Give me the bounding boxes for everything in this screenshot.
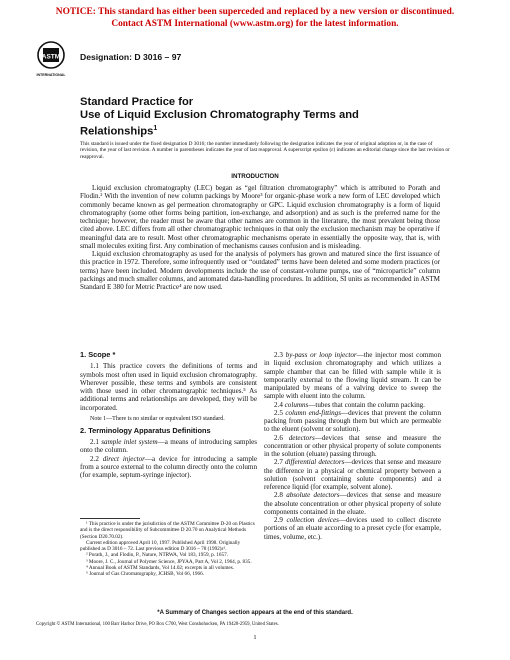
logo-wordmark: INTERNATIONAL: [36, 73, 66, 77]
summary-of-changes-note: *A Summary of Changes section appears at the end of this standard.: [157, 610, 353, 616]
intro-paragraph-1: Liquid exclusion chromatography (LEC) began as “gel filtration chromatography” which is attributed to Porath and Flodin.² With the invention of new column packings by Moore³ for organic-phase work a new form of LEC developed which commonly became known as gel permeation chromatography or GPC. Liquid exclusion chromatography is a form of liquid chromatography (some other forms being partition, ion-exchange, and adsorption) and as such is the preferred name for the technique; however, the reader must be aware that other names are common in the literature, the most prevalent being those cited above. LEC differs from all other chromatographic techniques in that only the exclusion mechanism may be operative if meaningful data are to result. Most other chromatographic mechanisms operate in essentially the opposite way, that is, with small molecules exiting first. Any combination of mechanisms causes confusion and is misleading.: [80, 184, 440, 250]
note-1: Note 1—There is no similar or equivalent ISO standard.: [90, 415, 225, 422]
intro-paragraph-2: Liquid exclusion chromatography as used for the analysis of polymers has grown and matured since the first issuance of this practice in 1972. Therefore, some infrequently used or “outdated” terms have been deleted and some modern practices (or terms) have been included. Modern developments include the use of constant-volume pumps, use of “microparticle” column packings and much smaller columns, and automated data-handling procedures. In addition, SI units as recommended in ASTM Standard E 380 for Metric Practice⁴ are now used.: [80, 250, 440, 291]
para-2-2: 2.2 direct injector—a device for introducing a sample from a source external to the column directly onto the column (for example, septum-syringe injector).: [80, 454, 257, 479]
para-2-8: 2.8 absolute detectors—devices that sense and measure the absolute concentration or other physical property of solute components contained in the eluate.: [264, 491, 441, 516]
left-column: [80, 351, 257, 479]
supersession-notice: [0, 6, 510, 30]
designation: Designation: D 3016 – 97: [80, 52, 182, 62]
term-differential-detectors: differential detectors: [284, 458, 345, 467]
scope-heading: 1. Scope *: [80, 350, 116, 359]
para-2-5: 2.5 column end-fittings—devices that prevent the column packing from passing through them but which are permeable to the eluent (solvent or solution).: [264, 408, 441, 434]
introduction-heading: INTRODUCTION: [231, 173, 279, 180]
footnote-1: ¹ This practice is under the jurisdiction of the ASTM Committee D-20 on Plastics and is the direct responsibility of Subcommittee D 20.70 on Analytical Methods (Section D20.70.02).: [80, 521, 255, 540]
term-column-end-fittings: column end-fittings: [285, 408, 341, 417]
title-footnote-mark: 1: [153, 125, 158, 132]
title-line-1: Standard Practice for: [80, 96, 194, 108]
footnote-1b: Current edition approved April 10, 1997. Published April 1998. Originally published as D 3016 – 72. Last previous edition D 3016 – 78 (1992)ε¹.: [80, 539, 241, 553]
document-title: [80, 96, 460, 139]
page-number: 1: [253, 634, 257, 641]
term-sample-inlet-system: sample inlet system: [101, 438, 158, 446]
title-line-2: Use of Liquid Exclusion Chromatography Terms and: [80, 109, 359, 121]
footnote-4: ⁴ Annual Book of ASTM Standards, Vol 14.02; excerpts in all volumes.: [86, 565, 235, 572]
footnote-2: ² Porath, J., and Flodin, P., Nature, NTRWA, Vol 183, 1959, p. 1657.: [86, 552, 228, 559]
para-2-3: 2.3 by-pass or loop injector—the injector most common in liquid exclusion chromatography and which utilizes a sample chamber that can be filled with sample while it is temporarily external to the flowing liquid stream. It can be manipulated by means of a valving device to sweep the sample with eluent into the column.: [264, 351, 442, 401]
term-bypass-loop-injector: by-pass or loop injector: [285, 351, 357, 359]
para-2-9: 2.9 collection devices—devices used to collect discrete portions of an eluate according to a preset cycle (for example, times, volume, etc.).: [264, 516, 441, 541]
svg-text:ASTM: ASTM: [41, 53, 61, 61]
para-2-7: 2.7 differential detectors—devices that sense and measure the difference in a physical or chemical property between a solution (solvent containing solute components) and a reference liquid (for example, solvent alone).: [264, 458, 441, 491]
para-2-1: 2.1 sample inlet system—a means of introducing samples onto the column.: [80, 438, 257, 455]
footnote-5: ⁵ Journal of Gas Chromatography, JCHSB, Vol 66, 1966.: [86, 571, 204, 578]
introduction-body: [80, 184, 440, 291]
notice-line-2: Contact ASTM International (www.astm.org) for the latest information.: [111, 19, 399, 29]
notice-line-1: NOTICE: This standard has either been superceded and replaced by a new version or discontinued.: [55, 7, 455, 17]
copyright-line: Copyright © ASTM International, 100 Barr Harbor Drive, PO Box C700, West Conshohocken, PA 19428-2959, United States.: [36, 622, 279, 627]
boilerplate-text: This standard is issued under the fixed designation D 3016; the number immediately following the designation indicates the year of original adoption or, in the case of revision, the year of last revision. A number in parentheses indicates the year of last reapproval. A superscript epsilon (ε) indicates an editorial change since the last revision or reapproval.: [80, 141, 450, 160]
para-2-4: 2.4 columns—tubes that contain the column packing.: [274, 400, 425, 409]
astm-logo: [34, 40, 68, 80]
term-columns: columns: [284, 400, 309, 409]
footnote-divider: [80, 518, 140, 519]
para-2-6: 2.6 detectors—devices that sense and measure the concentration or other physical property of solute components in the solution (eluate) passing through.: [264, 433, 441, 458]
title-line-3: [80, 122, 460, 139]
right-column: [264, 351, 441, 541]
term-detectors: detectors: [288, 433, 315, 442]
footnote-3: ³ Moore, J. C., Journal of Polymer Science, JPYAA, Part A, Vol 2, 1964, p. 835.: [86, 558, 252, 565]
term-absolute-detectors: absolute detectors: [286, 491, 340, 500]
term-direct-injector: direct injector: [102, 454, 145, 463]
title-line-3-text: Relationships: [80, 125, 154, 138]
terminology-heading: 2. Terminology Apparatus Definitions: [80, 425, 211, 435]
footnotes: [80, 521, 257, 578]
term-collection-devices: collection devices: [286, 516, 339, 524]
para-1-1: 1.1 This practice covers the definitions of terms and symbols most often used in liquid exclusion chromatography. Wherever possible, these terms and symbols are consistent with those used in other chromatographic techniques.⁵ As additional terms and relationships are developed, they will be incorporated.: [80, 362, 257, 412]
